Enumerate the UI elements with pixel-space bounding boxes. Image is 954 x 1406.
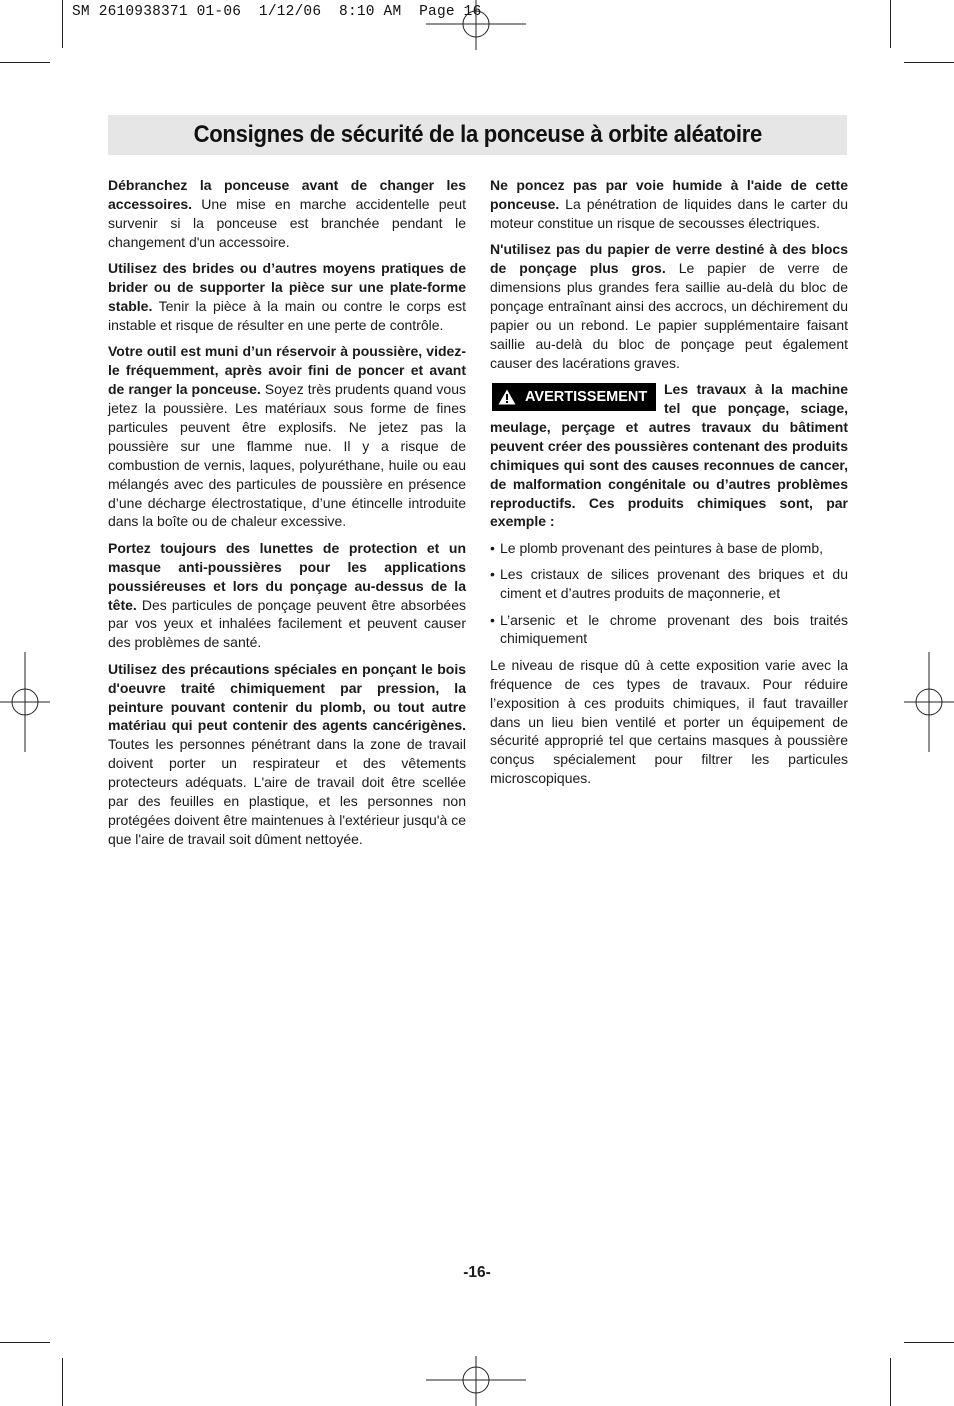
paragraph-body: La pénétration de liquides dans le carter du moteur constitue un risque de secousses électriques. <box>490 195 848 231</box>
warning-triangle-icon <box>498 389 516 405</box>
list-item-text: Le plomb provenant des peintures à base de plomb, <box>500 539 823 556</box>
warning-label: AVERTISSEMENT <box>525 388 648 405</box>
safety-paragraph <box>108 176 466 252</box>
bullet: • <box>490 539 495 556</box>
paragraph-body: Une mise en marche accidentelle peut survenir si la ponceuse est branchée pendant le changement d'un accessoire. <box>108 195 466 250</box>
safety-paragraph <box>108 539 466 652</box>
safety-paragraph <box>108 342 466 531</box>
paragraph-lead: Ne poncez pas par voie humide à l'aide de cette ponceuse. <box>490 177 848 212</box>
paragraph-body: Soyez très prudents quand vous jetez la poussière. Les matériaux sous forme de fines particules peuvent être explosifs. Ne jetez pas la poussière sur une flamme nue. Il y a risque de combustion de vernis, laques, polyuréthane, huile ou eau mélangés avec des particules de poussière en présence d’une décharge électrostatique, d’une étincelle introduite dans la boîte ou de chaleur excessive. <box>108 381 467 530</box>
paragraph-lead: N'utilisez pas du papier de verre destiné à des blocs de ponçage plus gros. <box>490 241 848 277</box>
closing-paragraph: Le niveau de risque dû à cette exposition varie avec la fréquence de ces types de travaux. Pour réduire l’exposition à ces produits chimiques, il faut travailler dans un lieu bien ventilé et porter un équipement de sécurité approprié tel que certains masques à poussière conçus spécialement pour filtrer les particules microscopiques. <box>490 656 848 787</box>
chemical-list <box>490 539 848 649</box>
title-bar <box>108 115 847 155</box>
page-title: Consignes de sécurité de la ponceuse à orbite aléatoire <box>193 121 762 148</box>
registration-mark-right <box>904 652 954 752</box>
paragraph-lead: Débranchez la ponceuse avant de changer les accessoires. <box>108 177 466 212</box>
safety-paragraph <box>490 176 848 233</box>
registration-mark-left <box>0 652 50 752</box>
paragraph-body: Des particules de ponçage peuvent être absorbées par vos yeux et inhalées facilement et peuvent causer des problèmes de santé. <box>108 596 466 651</box>
page-number: -16- <box>463 1264 491 1281</box>
paragraph-lead: Portez toujours des lunettes de protection et un masque anti-poussières pour les applications poussiéreuses et lors du ponçage au-dessus de la tête. <box>108 539 466 613</box>
list-item-text: L’arsenic et le chrome provenant des bois traités chimiquement <box>500 611 848 647</box>
warning-badge <box>492 383 656 411</box>
paragraph-lead: Utilisez des brides ou d’autres moyens pratiques de brider ou de supporter la pièce sur une plate-forme stable. <box>108 260 466 314</box>
bullet: • <box>490 611 495 628</box>
print-slug: SM 2610938371 01-06 1/12/06 8:10 AM Page 16 <box>72 4 482 20</box>
registration-mark-bottom <box>426 1356 526 1406</box>
paragraph-body: Toutes les personnes pénétrant dans la zone de travail doivent porter un respirateur et des vêtements protecteurs adéquats. L'aire de travail doit être scellée par des feuilles en plastique, et les personnes non protégées doivent être maintenues à l'extérieur jusqu'à ce que l'aire de travail soit dûment nettoyée. <box>108 736 466 847</box>
left-column <box>108 176 466 856</box>
safety-paragraph <box>490 240 848 372</box>
paragraph-body: Tenir la pièce à la main ou contre le corps est instable et risque de résulter en une perte de contrôle. <box>108 297 466 333</box>
right-column <box>490 176 848 796</box>
list-item <box>490 539 848 558</box>
paragraph-lead: Utilisez des précautions spéciales en ponçant le bois d'oeuvre traité chimiquement par pression, la peinture pouvant contenir du plomb, ou tout autre matériau qui peut contenir des agents cancérigènes. <box>108 660 466 734</box>
registration-mark-top <box>426 0 526 50</box>
warning-paragraph <box>490 380 848 531</box>
list-item-text: Les cristaux de silices provenant des briques et du ciment et d’autres produits de maçonnerie, et <box>500 566 848 602</box>
safety-paragraph <box>108 660 466 849</box>
paragraph-lead: Votre outil est muni d’un réservoir à poussière, videz-le fréquemment, après avoir fini de poncer et avant de ranger la ponceuse. <box>108 343 466 398</box>
bullet: • <box>490 566 495 583</box>
warning-text: Les travaux à la machine tel que ponçage, sciage, meulage, perçage et autres travaux du bâtiment peuvent créer des poussières contenant des produits chimiques qui sont des causes reconnues de cancer, de malformation congénitale ou d’autres problèmes reproductifs. Ces produits chimiques sont, par exemple : <box>490 381 848 530</box>
safety-paragraph <box>108 259 466 335</box>
list-item <box>490 611 848 649</box>
list-item <box>490 565 848 603</box>
paragraph-body: Le papier de verre de dimensions plus grandes fera saillie au-delà du bloc de ponçage entraînant ainsi des accrocs, un déchirement du papier ou un rebond. Le papier supplémentaire faisant saillie au-delà du bloc de ponçage peut également causer des lacérations graves. <box>490 260 848 371</box>
